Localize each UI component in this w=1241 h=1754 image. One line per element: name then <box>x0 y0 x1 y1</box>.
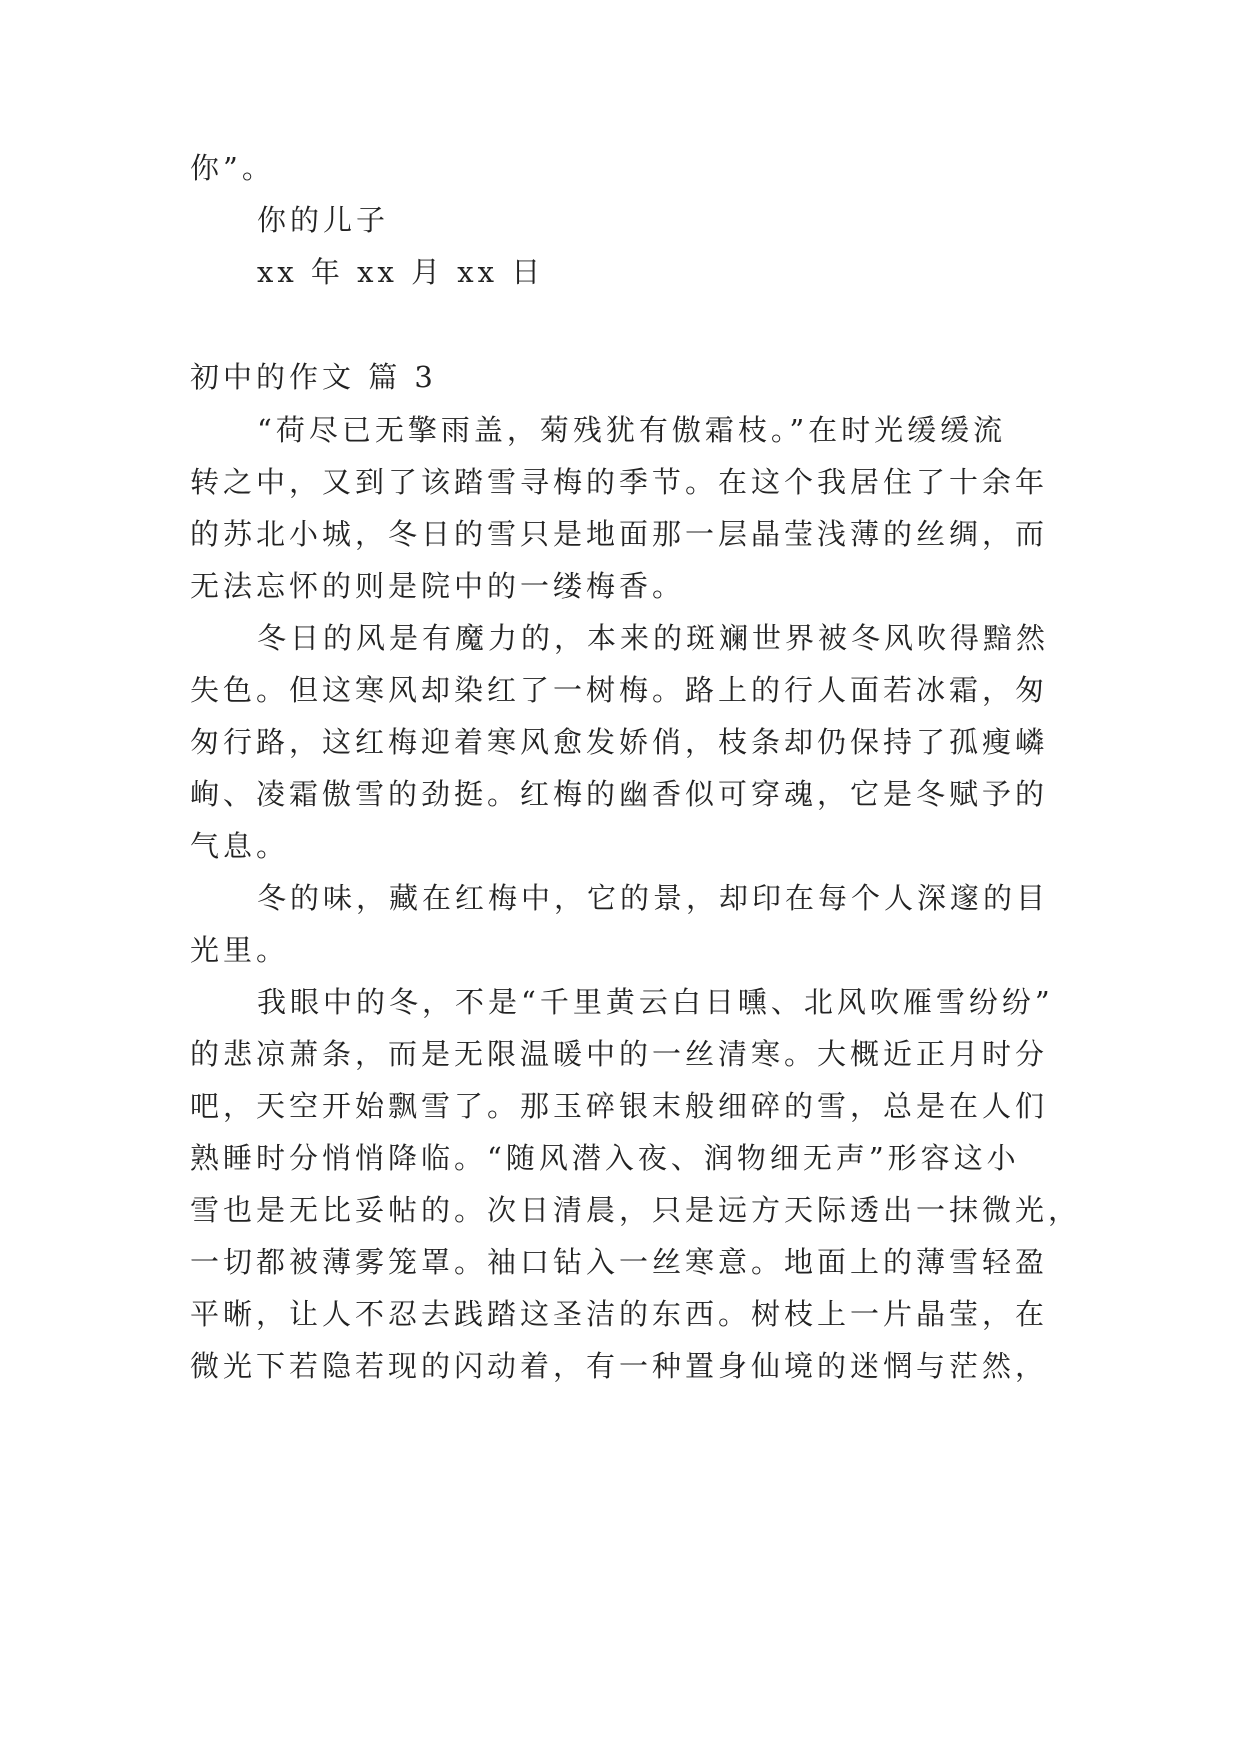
paragraph-line: 光里。 <box>190 933 290 967</box>
paragraph-line: 峋、凌霜傲雪的劲挺。红梅的幽香似可穿魂，它是冬赋予的 <box>190 777 1049 811</box>
signature: 你的儿子 <box>257 203 390 237</box>
paragraph-line: 的苏北小城，冬日的雪只是地面那一层晶莹浅薄的丝绸，而 <box>190 517 1049 551</box>
paragraph-line: 冬日的风是有魔力的，本来的斑斓世界被冬风吹得黯然 <box>257 621 1050 655</box>
paragraph-line: 平晰，让人不忍去践踏这圣洁的东西。树枝上一片晶莹，在 <box>190 1297 1049 1331</box>
paragraph-line: 无法忘怀的则是院中的一缕梅香。 <box>190 569 686 603</box>
paragraph-line: 我眼中的冬，不是“千里黄云白日曛、北风吹雁雪纷纷” <box>257 985 1054 1019</box>
paragraph-line: 微光下若隐若现的闪动着，有一种置身仙境的迷惘与茫然， <box>190 1349 1049 1383</box>
paragraph-line: “荷尽已无擎雨盖，菊残犹有傲霜枝。”在时光缓缓流 <box>257 413 1007 447</box>
paragraph-line: 一切都被薄雾笼罩。袖口钻入一丝寒意。地面上的薄雪轻盈 <box>190 1245 1049 1279</box>
paragraph-line: 熟睡时分悄悄降临。“随风潜入夜、润物细无声”形容这小 <box>190 1141 1020 1175</box>
section-heading: 初中的作文 篇 3 <box>190 360 437 394</box>
paragraph-line: 气息。 <box>190 829 290 863</box>
letter-closing-line: 你”。 <box>190 151 275 185</box>
paragraph-line: 转之中，又到了该踏雪寻梅的季节。在这个我居住了十余年 <box>190 465 1049 499</box>
paragraph-line: 冬的味，藏在红梅中，它的景，却印在每个人深邃的目 <box>257 881 1050 915</box>
paragraph-line: 的悲凉萧条，而是无限温暖中的一丝清寒。大概近正月时分 <box>190 1037 1049 1071</box>
paragraph-line: 吧，天空开始飘雪了。那玉碎银末般细碎的雪，总是在人们 <box>190 1089 1049 1123</box>
paragraph-line: 失色。但这寒风却染红了一树梅。路上的行人面若冰霜，匆 <box>190 673 1049 707</box>
paragraph-line: 雪也是无比妥帖的。次日清晨，只是远方天际透出一抹微光， <box>190 1193 1082 1227</box>
letter-date: xx 年 xx 月 xx 日 <box>257 255 545 289</box>
paragraph-line: 匆行路，这红梅迎着寒风愈发娇俏，枝条却仍保持了孤瘦嶙 <box>190 725 1049 759</box>
